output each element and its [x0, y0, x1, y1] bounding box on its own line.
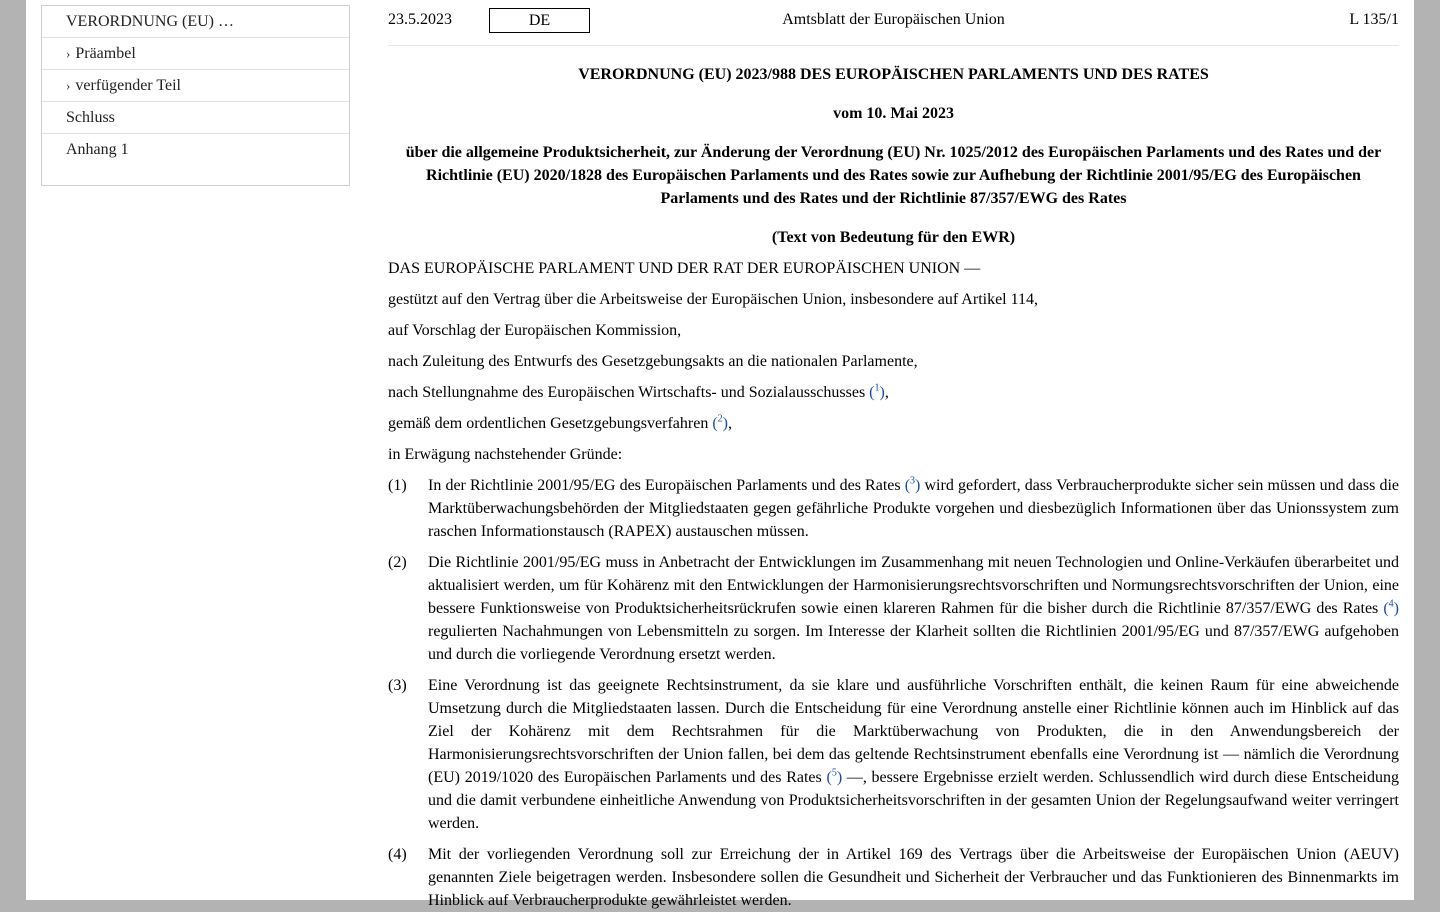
footnote-link[interactable]: ($^3$): [904, 475, 921, 494]
toc-item-label: VERORDNUNG (EU) …: [66, 13, 234, 30]
document-title: VERORDNUNG (EU) 2023/988 DES EUROPÄISCHEN PARLAMENTS UND DES RATES: [578, 66, 1209, 83]
recital-text: [428, 474, 1399, 543]
recital-text-part: In der Richtlinie 2001/95/EG des Europäischen Parlaments und des Rates: [428, 477, 905, 494]
footnote-link[interactable]: ($^4$): [1383, 598, 1399, 617]
preamble-line: auf Vorschlag der Europäischen Kommission,: [388, 322, 682, 339]
footnote-number: 4: [1388, 598, 1394, 610]
document-page: [26, 0, 1414, 909]
footnote-number: 3: [910, 475, 916, 487]
journal-reference: L 135/1: [1349, 11, 1399, 28]
preamble-text: nach Stellungnahme des Europäischen Wirtschafts- und Sozialausschusses: [388, 384, 870, 401]
recital-text: [428, 843, 1399, 912]
recital-text-part: Die Richtlinie 2001/95/EG muss in Anbetracht der Entwicklungen im Zusammenhang mit neuen Technologien und Online-Verkäufen überarbeitet und aktualisiert werden, um für Kohärenz mit den Entwicklungen der Harmonisierungsrechtsvorschriften und Normungsrechtsvorschriften der Union, eine bessere Funktionsweise von Produktsicherheitsrückrufen sowie einen klareren Rahmen für die bisher durch die Richtlinie 87/357/EWG des Rates: [428, 554, 1399, 617]
footnote-link[interactable]: ($^5$): [826, 767, 843, 786]
recital-number: (3): [388, 677, 407, 694]
language-badge: DE: [489, 8, 590, 33]
punctuation: ,: [727, 415, 732, 432]
footnote-number: 5: [831, 767, 837, 779]
punctuation: ,: [884, 384, 889, 401]
toc-item-label: verfügender Teil: [75, 77, 181, 94]
footnote-number: 1: [874, 382, 880, 394]
preamble-line: DAS EUROPÄISCHE PARLAMENT UND DER RAT DER EUROPÄISCHEN UNION —: [388, 260, 981, 277]
preamble-text: gemäß dem ordentlichen Gesetzgebungsverfahren: [388, 415, 713, 432]
preamble-line: nach Zuleitung des Entwurfs des Gesetzgebungsakts an die nationalen Parlamente,: [388, 353, 918, 370]
toc-item-preamble[interactable]: [42, 38, 349, 70]
publication-date: 23.5.2023: [388, 11, 452, 28]
preamble-line: [388, 412, 1399, 435]
toc-item-final-part[interactable]: [42, 102, 349, 134]
recital-text-part: regulierten Nachahmungen von Lebensmitteln zu sorgen. Im Interesse der Klarheit sollten die Richtlinien 2001/95/EG und 87/357/EWG aufgehoben und durch die vorliegende Verordnung ersetzt werden.: [428, 623, 1399, 663]
preamble-line: gestützt auf den Vertrag über die Arbeitsweise der Europäischen Union, insbesondere auf Artikel 114,: [388, 291, 1039, 308]
preamble-line: in Erwägung nachstehender Gründe:: [388, 446, 623, 463]
chevron-right-icon: ›: [66, 46, 71, 61]
toc-item-title[interactable]: [42, 6, 349, 38]
journal-header: [388, 0, 1399, 46]
footnote-number: 2: [717, 413, 723, 425]
recital-text: [428, 551, 1399, 666]
table-of-contents: [41, 5, 350, 186]
toc-item-annex-1[interactable]: [42, 134, 349, 165]
toc-item-label: Präambel: [75, 45, 136, 62]
eea-relevance: (Text von Bedeutung für den EWR): [771, 229, 1016, 246]
chevron-right-icon: ›: [66, 78, 71, 93]
document-subject: über die allgemeine Produktsicherheit, zur Änderung der Verordnung (EU) Nr. 1025/2012 des Europäischen Parlaments und des Rates und der Richtlinie (EU) 2020/1828 des Europäischen Parlaments und des Rates sowie zur Aufhebung der Richtlinie 2001/95/EG des Europäischen Parlaments und des Rates und der Richtlinie 87/357/EWG des Rates: [405, 144, 1382, 207]
toc-item-enacting-terms[interactable]: [42, 70, 349, 102]
document-content: [388, 0, 1399, 912]
recital: [388, 843, 1399, 912]
recital-text-part: Eine Verordnung ist das geeignete Rechtsinstrument, da sie klare und ausführliche Vorschriften enthält, die keinen Raum für eine abweichende Umsetzung durch die Mitgliedstaaten lassen. Durch die Entscheidung für eine Verordnung anstelle einer Richtlinie können auch im Hinblick auf das Ziel der Kohärenz mit dem Rechtsrahmen für die Marktüberwachung von Produkten, die in den Anwendungsbereich der Harmonisierungsrechtsvorschriften der Union fallen, bei dem das geltende Rechtsinstrument ebenfalls eine Verordnung ist — nämlich die Verordnung (EU) 2019/1020 des Europäischen Parlaments und des Rates: [428, 677, 1399, 786]
recital-number: (1): [388, 477, 407, 494]
journal-title: Amtsblatt der Europäischen Union: [782, 11, 1005, 28]
recital-number: (2): [388, 554, 407, 571]
document-date: vom 10. Mai 2023: [833, 105, 954, 122]
recital: [388, 551, 1399, 666]
recital-text-part: —, bessere Ergebnisse erzielt werden. Schlussendlich wird durch diese Entscheidung und die damit verbundene einheitliche Anwendung von Produktsicherheitsvorschriften in der gesamten Union der Regelungsaufwand weiter verringert werden.: [428, 769, 1399, 832]
recital-text-part: Mit der vorliegenden Verordnung soll zur Erreichung der in Artikel 169 des Vertrags über die Arbeitsweise der Europäischen Union (AEUV) genannten Ziele beigetragen werden. Insbesondere sollen die Gesundheit und Sicherheit der Verbraucher und das Funktionieren des Binnenmarkts im Hinblick auf Verbraucherprodukte gewährleistet werden.: [428, 846, 1399, 909]
preamble-line: [388, 381, 1399, 404]
recital: [388, 474, 1399, 543]
footnote-link[interactable]: ($^1$): [869, 382, 885, 401]
toc-item-label: Anhang 1: [66, 141, 129, 158]
footnote-link[interactable]: ($^2$): [712, 413, 728, 432]
recital-text-part: wird gefordert, dass Verbraucherprodukte sicher sein müssen und dass die Marktüberwachungsbehörden der Mitgliedstaaten gegen gefährliche Produkte vorgehen und diesbezüglich Informationen über das Unionssystem zum raschen Informationstausch (RAPEX) austauschen müssen.: [428, 477, 1399, 540]
toc-item-label: Schluss: [66, 109, 115, 126]
recital-text: [428, 674, 1399, 835]
recital: [388, 674, 1399, 835]
recital-number: (4): [388, 846, 407, 863]
